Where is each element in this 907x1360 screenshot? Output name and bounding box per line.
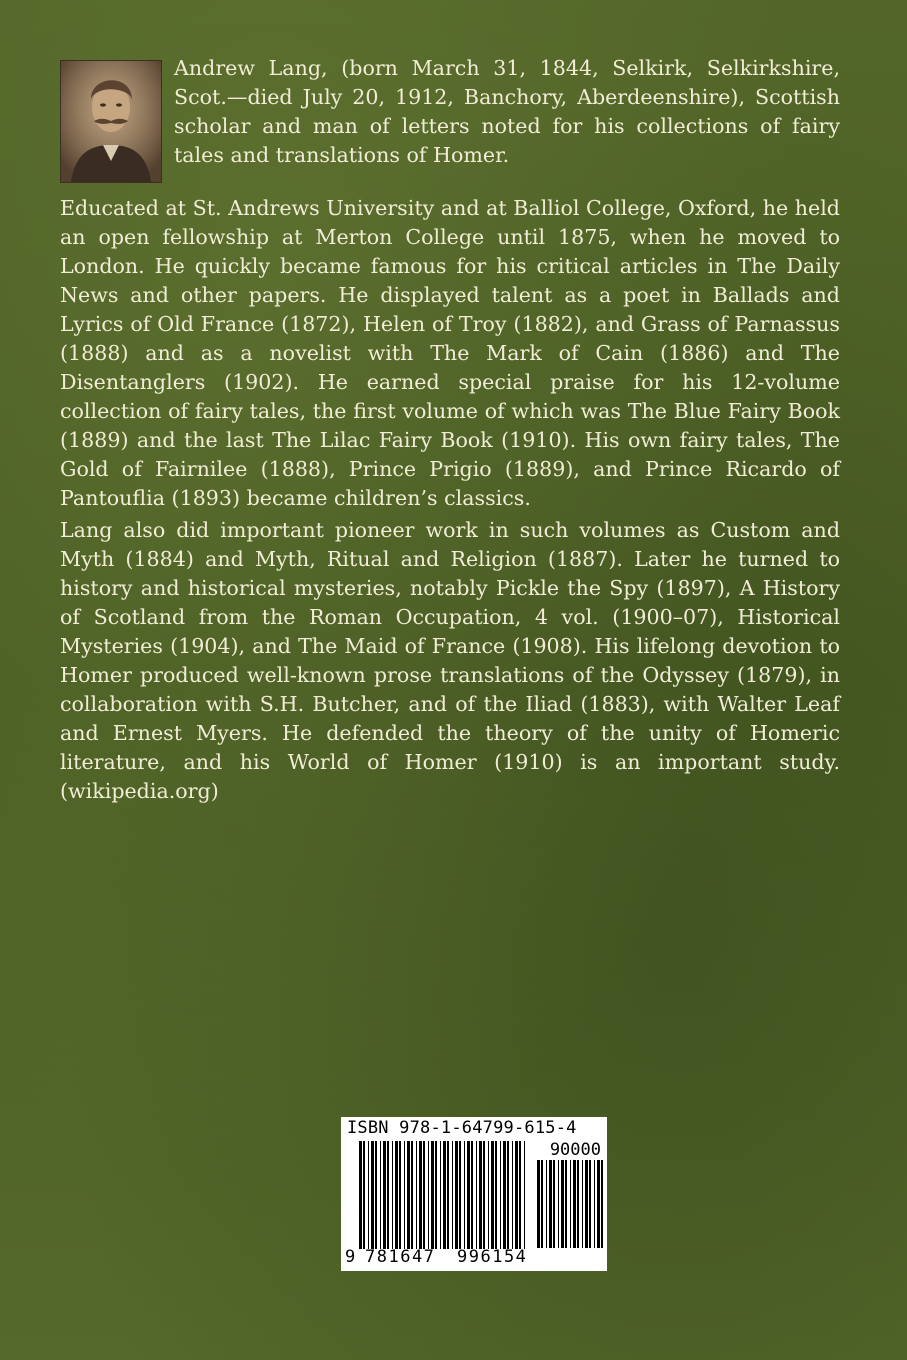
barcode-bar bbox=[541, 1160, 543, 1248]
barcode-bar bbox=[359, 1141, 362, 1249]
barcode-bar bbox=[399, 1141, 401, 1249]
barcode-bar bbox=[582, 1160, 583, 1248]
barcode-bar bbox=[467, 1141, 470, 1249]
barcode-bar bbox=[589, 1160, 591, 1248]
ean-right-digits: 996154 bbox=[457, 1247, 528, 1267]
ean-barcode-bars bbox=[359, 1141, 529, 1249]
barcode-bar bbox=[483, 1141, 485, 1249]
barcode-bar bbox=[411, 1141, 413, 1249]
bio-intro-paragraph: Andrew Lang, (born March 31, 1844, Selkirk, Selkirkshire, Scot.—died July 20, 1912, Banchory, Aberdeenshire), Scottish scholar and man of letters noted for his collections of fairy tales and translations of Homer. bbox=[174, 56, 840, 167]
barcode-bar bbox=[537, 1160, 540, 1248]
barcode-bar bbox=[570, 1160, 571, 1248]
barcode-bar bbox=[512, 1141, 513, 1249]
barcode-bar bbox=[440, 1141, 441, 1249]
author-portrait-icon bbox=[61, 61, 161, 182]
barcode-bar bbox=[387, 1141, 389, 1249]
author-portrait bbox=[60, 60, 162, 183]
barcode-bar bbox=[368, 1141, 369, 1249]
barcode-bar bbox=[515, 1141, 518, 1249]
barcode-bar bbox=[383, 1141, 386, 1249]
barcode-bar bbox=[546, 1160, 547, 1248]
barcode-bar bbox=[416, 1141, 417, 1249]
isbn-text: ISBN 978-1-64799-615-4 bbox=[347, 1118, 577, 1138]
barcode-bar bbox=[435, 1141, 437, 1249]
barcode-bar bbox=[371, 1141, 374, 1249]
barcode-bar bbox=[495, 1141, 497, 1249]
barcode-bar bbox=[565, 1160, 567, 1248]
barcode-bar bbox=[561, 1160, 564, 1248]
barcode-bar bbox=[447, 1141, 449, 1249]
barcode-bar bbox=[577, 1160, 579, 1248]
barcode-bar bbox=[597, 1160, 600, 1248]
price-code: 90000 bbox=[549, 1140, 601, 1160]
barcode-bar bbox=[407, 1141, 410, 1249]
barcode-bar bbox=[464, 1141, 465, 1249]
barcode-bar bbox=[428, 1141, 429, 1249]
barcode-bar bbox=[392, 1141, 393, 1249]
barcode-bar bbox=[594, 1160, 595, 1248]
later-work-paragraph: Lang also did important pioneer work in such volumes as Custom and Myth (1884) and Myth, Ritual and Religion (1887). Later he turned to history and historical mysteries, notably Pickle the Spy (1897), A History of Scotland from the Roman Occupation, 4 vol. (1900–07), Historical Mysteries (1904), and The Maid of France (1908). His lifelong devotion to Homer produced well-known prose translations of the Odyssey (1879), in collaboration with S.H. Butcher, and of the Iliad (1883), with Walter Leaf and Ernest Myers. He defended the theory of the unity of Homeric literature, and his World of Homer (1910) is an important study. (wikipedia.org) bbox=[60, 518, 840, 803]
addon-barcode-bars bbox=[537, 1160, 603, 1248]
barcode-bar bbox=[459, 1141, 461, 1249]
barcode-bar bbox=[524, 1141, 525, 1249]
barcode-bar bbox=[423, 1141, 425, 1249]
barcode-bar bbox=[573, 1160, 576, 1248]
isbn-barcode bbox=[341, 1117, 607, 1271]
education-career-paragraph: Educated at St. Andrews University and at Balliol College, Oxford, he held an open fellowship at Merton College until 1875, when he moved to London. He quickly became famous for his critical articles in The Daily News and other papers. He displayed talent as a poet in Ballads and Lyrics of Old France (1872), Helen of Troy (1882), and Grass of Parnassus (1888) and as a novelist with The Mark of Cain (1886) and The Disentanglers (1902). He earned special praise for his 12-volume collection of fairy tales, the first volume of which was The Blue Fairy Book (1889) and the last The Lilac Fairy Book (1910). His own fairy tales, The Gold of Fairnilee (1888), Prince Prigio (1889), and Prince Ricardo of Pantouflia (1893) became children’s classics. bbox=[60, 196, 840, 510]
barcode-bar bbox=[558, 1160, 559, 1248]
ean-first-digit: 9 bbox=[345, 1247, 356, 1267]
barcode-bar bbox=[452, 1141, 453, 1249]
ean-digits bbox=[345, 1247, 543, 1267]
barcode-bar bbox=[503, 1141, 506, 1249]
barcode-bar bbox=[395, 1141, 398, 1249]
barcode-bar bbox=[363, 1141, 365, 1249]
barcode-bar bbox=[471, 1141, 473, 1249]
barcode-bar bbox=[507, 1141, 509, 1249]
barcode-bar bbox=[601, 1160, 603, 1248]
barcode-bar bbox=[549, 1160, 552, 1248]
barcode-bar bbox=[419, 1141, 422, 1249]
barcode-bar bbox=[488, 1141, 489, 1249]
barcode-bar bbox=[431, 1141, 434, 1249]
ean-left-digits: 781647 bbox=[365, 1247, 436, 1267]
barcode-bar bbox=[479, 1141, 482, 1249]
barcode-bar bbox=[380, 1141, 381, 1249]
barcode-bar bbox=[455, 1141, 458, 1249]
barcode-bar bbox=[553, 1160, 555, 1248]
barcode-bar bbox=[476, 1141, 477, 1249]
barcode-bar bbox=[519, 1141, 521, 1249]
barcode-bar bbox=[443, 1141, 446, 1249]
barcode-bar bbox=[404, 1141, 405, 1249]
barcode-bar bbox=[585, 1160, 588, 1248]
barcode-bar bbox=[375, 1141, 377, 1249]
barcode-bar bbox=[500, 1141, 501, 1249]
barcode-bar bbox=[491, 1141, 494, 1249]
